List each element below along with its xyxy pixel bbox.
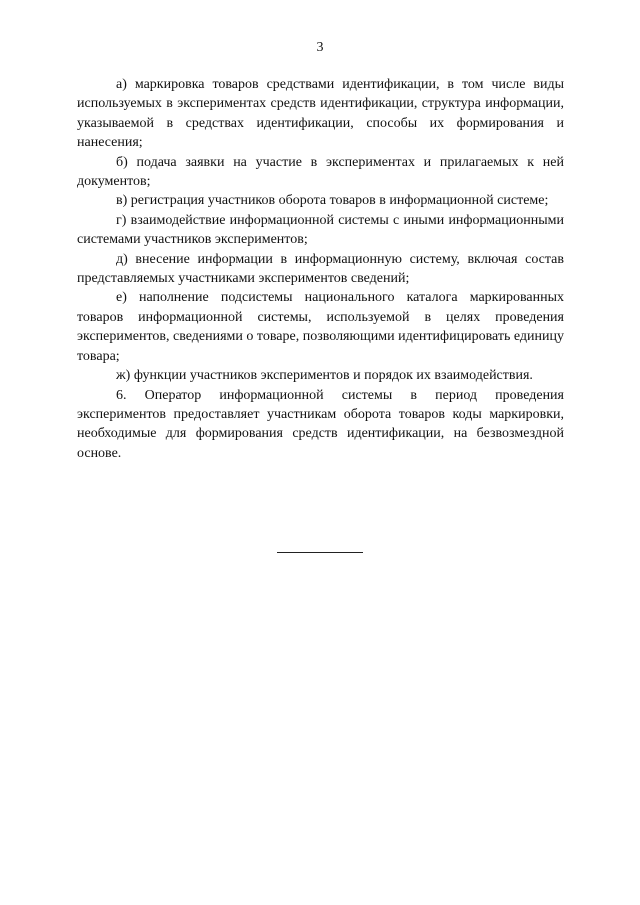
paragraph-a: а) маркировка товаров средствами идентификации, в том числе виды используемых в экспериментах средств идентификации, структура информации, указываемой в средствах идентификации, способы их формирования и нанесения; [77,77,564,151]
document-body [77,75,564,463]
paragraph-g: г) взаимодействие информационной системы с иными информационными системами участников экспериментов; [77,212,564,248]
paragraph-b: б) подача заявки на участие в экспериментах и прилагаемых к ней документов; [77,154,564,190]
page-number: 3 [316,40,324,55]
paragraph-zh: ж) функции участников экспериментов и порядок их взаимодействия. [116,368,533,384]
paragraph-e: е) наполнение подсистемы национального каталога маркированных товаров информационной системы, используемой в целях проведения экспериментов, сведениями о товаре, позволяющими идентифицировать единицу товара; [77,290,564,364]
paragraph-d: д) внесение информации в информационную систему, включая состав представляемых участниками экспериментов сведений; [77,251,564,287]
end-separator-line [277,552,363,553]
paragraph-6: 6. Оператор информационной системы в период проведения экспериментов предоставляет участникам оборота товаров коды маркировки, необходимые для формирования средств идентификации, на безвозмездной основе. [77,387,564,461]
paragraph-v: в) регистрация участников оборота товаров в информационной системе; [116,193,549,209]
